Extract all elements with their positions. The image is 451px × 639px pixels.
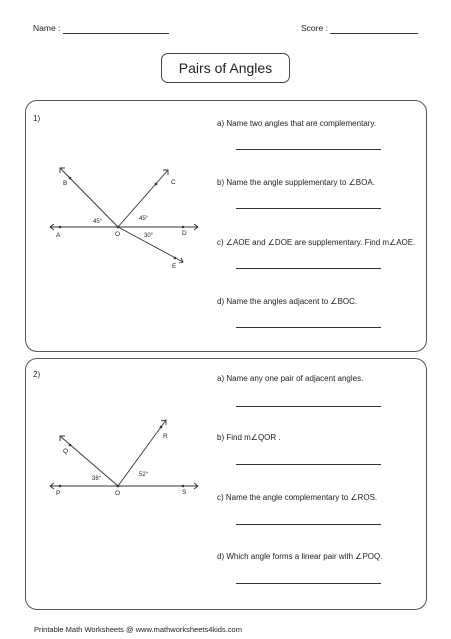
problem-1-question-a: a) Name two angles that are complementary.: [217, 119, 377, 128]
angle-ros-label: 52°: [139, 472, 149, 478]
problem-2-answer-c[interactable]: [236, 524, 381, 525]
point-r-label: R: [163, 433, 168, 440]
point-b-label: B: [63, 180, 68, 187]
angle-cod-label: 45°: [139, 216, 149, 222]
problem-2-answer-d[interactable]: [236, 583, 381, 584]
angle-poq-label: 38°: [92, 476, 102, 482]
worksheet-title: Pairs of Angles: [161, 53, 290, 83]
score-label: Score :: [301, 23, 328, 33]
problem-2-question-a: a) Name any one pair of adjacent angles.: [217, 374, 364, 383]
problem-2-question-d: d) Which angle forms a linear pair with ∠POQ.: [217, 552, 383, 561]
point-e-label: E: [172, 263, 177, 270]
problem-2-number: 2): [33, 370, 41, 379]
point-q-label: Q: [63, 448, 69, 455]
point-d-label: D: [182, 230, 187, 237]
angle-doe-label: 30°: [144, 233, 154, 239]
footer: [34, 625, 242, 634]
point-s-label: S: [182, 489, 187, 496]
problem-2-question-b: b) Find m∠QOR .: [217, 433, 281, 442]
footer-prefix: Printable Math Worksheets @: [34, 625, 136, 634]
angle-aob-label: 45°: [93, 219, 103, 225]
problem-1-question-d: d) Name the angles adjacent to ∠BOC.: [217, 297, 358, 306]
problem-2-question-c: c) Name the angle complementary to ∠ROS.: [217, 493, 378, 502]
problem-2-answer-a[interactable]: [236, 406, 381, 407]
point-o-label: O: [115, 231, 121, 238]
problem-1-question-c: c) ∠AOE and ∠DOE are supplementary. Find m∠AOE.: [217, 238, 416, 247]
point-c-label: C: [171, 179, 176, 186]
point-o2-label: O: [115, 490, 121, 497]
point-a-label: A: [56, 232, 61, 239]
problem-2-answer-b[interactable]: [236, 464, 381, 465]
point-p-label: P: [56, 490, 61, 497]
name-label: Name :: [33, 23, 61, 33]
footer-site-link[interactable]: www.mathworksheets4kids.com: [135, 625, 242, 634]
problem-1-number: 1): [33, 114, 41, 123]
problem-1-question-b: b) Name the angle supplementary to ∠BOA.: [217, 178, 375, 187]
